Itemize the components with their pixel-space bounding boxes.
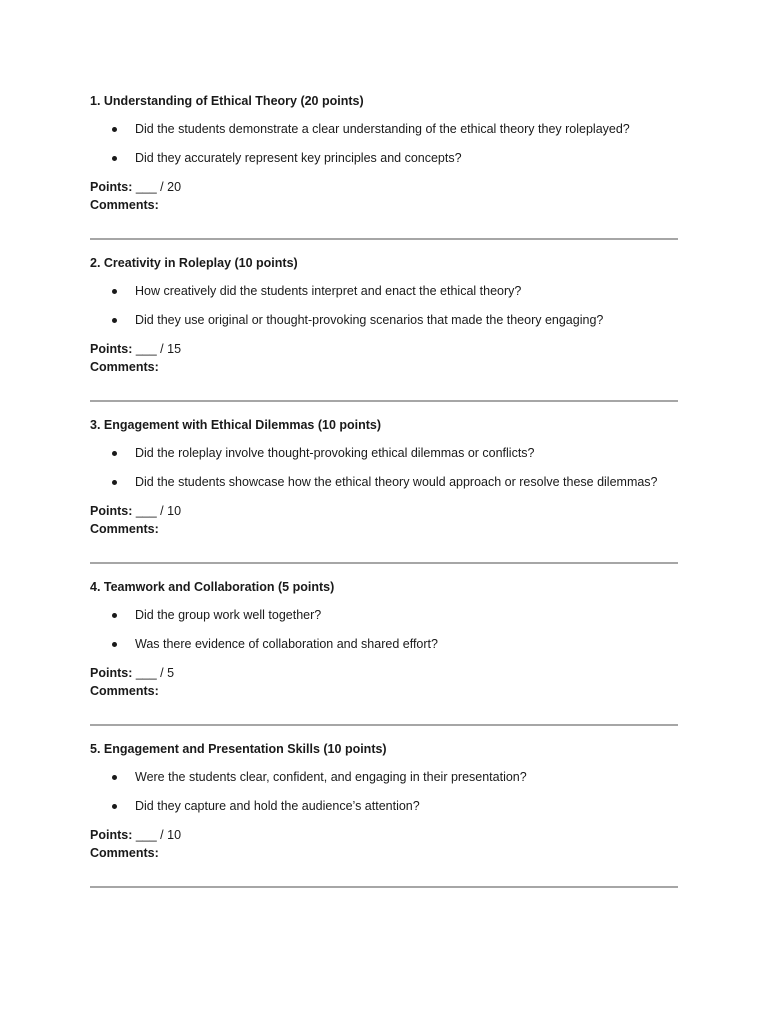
criteria-item bbox=[90, 473, 680, 491]
comments-label: Comments: bbox=[90, 198, 159, 212]
points-value: ___ / 15 bbox=[135, 342, 182, 356]
comments-line bbox=[90, 682, 680, 700]
section-divider bbox=[90, 238, 678, 240]
criteria-list bbox=[90, 120, 680, 167]
section-title: 1. Understanding of Ethical Theory (20 points) bbox=[90, 94, 364, 108]
rubric-section-2 bbox=[90, 255, 680, 402]
bullet-icon bbox=[112, 480, 117, 485]
bullet-icon bbox=[112, 642, 117, 647]
points-value: ___ / 20 bbox=[135, 180, 182, 194]
rubric-section-1 bbox=[90, 93, 680, 240]
comments-label: Comments: bbox=[90, 684, 159, 698]
criteria-item bbox=[90, 635, 680, 653]
points-label: Points: bbox=[90, 504, 133, 518]
rubric-document bbox=[90, 93, 680, 903]
criteria-text: Did the students demonstrate a clear understanding of the ethical theory they roleplayed? bbox=[135, 122, 630, 136]
bullet-icon bbox=[112, 318, 117, 323]
comments-label: Comments: bbox=[90, 522, 159, 536]
points-line bbox=[90, 502, 680, 520]
section-divider bbox=[90, 400, 678, 402]
section-divider bbox=[90, 724, 678, 726]
criteria-list bbox=[90, 768, 680, 815]
criteria-text: Did the group work well together? bbox=[135, 608, 322, 622]
bullet-icon bbox=[112, 804, 117, 809]
points-value: ___ / 10 bbox=[135, 504, 182, 518]
comments-label: Comments: bbox=[90, 846, 159, 860]
criteria-item bbox=[90, 797, 680, 815]
criteria-list bbox=[90, 444, 680, 491]
section-title: 4. Teamwork and Collaboration (5 points) bbox=[90, 580, 335, 594]
points-value: ___ / 10 bbox=[135, 828, 182, 842]
points-label: Points: bbox=[90, 342, 133, 356]
bullet-icon bbox=[112, 613, 117, 618]
points-line bbox=[90, 178, 680, 196]
points-label: Points: bbox=[90, 180, 133, 194]
points-label: Points: bbox=[90, 666, 133, 680]
comments-line bbox=[90, 520, 680, 538]
points-line bbox=[90, 340, 680, 358]
section-title: 2. Creativity in Roleplay (10 points) bbox=[90, 256, 298, 270]
points-label: Points: bbox=[90, 828, 133, 842]
criteria-text: How creatively did the students interpret and enact the ethical theory? bbox=[135, 284, 522, 298]
criteria-item bbox=[90, 311, 680, 329]
criteria-text: Did they use original or thought-provoking scenarios that made the theory engaging? bbox=[135, 313, 604, 327]
bullet-icon bbox=[112, 775, 117, 780]
points-line bbox=[90, 826, 680, 844]
points-line bbox=[90, 664, 680, 682]
criteria-list bbox=[90, 606, 680, 653]
criteria-list bbox=[90, 282, 680, 329]
rubric-section-3 bbox=[90, 417, 680, 564]
criteria-item bbox=[90, 282, 680, 300]
criteria-item bbox=[90, 606, 680, 624]
criteria-item bbox=[90, 768, 680, 786]
comments-label: Comments: bbox=[90, 360, 159, 374]
bullet-icon bbox=[112, 156, 117, 161]
rubric-section-5 bbox=[90, 741, 680, 888]
criteria-text: Did they capture and hold the audience’s attention? bbox=[135, 799, 420, 813]
criteria-text: Did they accurately represent key principles and concepts? bbox=[135, 151, 462, 165]
comments-line bbox=[90, 358, 680, 376]
bullet-icon bbox=[112, 451, 117, 456]
section-title: 3. Engagement with Ethical Dilemmas (10 points) bbox=[90, 418, 382, 432]
section-divider bbox=[90, 886, 678, 888]
criteria-text: Were the students clear, confident, and engaging in their presentation? bbox=[135, 770, 527, 784]
criteria-text: Did the roleplay involve thought-provoking ethical dilemmas or conflicts? bbox=[135, 446, 535, 460]
criteria-text: Did the students showcase how the ethical theory would approach or resolve these dilemmas? bbox=[135, 475, 658, 489]
section-title: 5. Engagement and Presentation Skills (10 points) bbox=[90, 742, 387, 756]
criteria-item bbox=[90, 444, 680, 462]
criteria-item bbox=[90, 149, 680, 167]
section-divider bbox=[90, 562, 678, 564]
comments-line bbox=[90, 844, 680, 862]
points-value: ___ / 5 bbox=[135, 666, 175, 680]
bullet-icon bbox=[112, 127, 117, 132]
criteria-item bbox=[90, 120, 680, 138]
criteria-text: Was there evidence of collaboration and shared effort? bbox=[135, 637, 438, 651]
bullet-icon bbox=[112, 289, 117, 294]
comments-line bbox=[90, 196, 680, 214]
rubric-section-4 bbox=[90, 579, 680, 726]
